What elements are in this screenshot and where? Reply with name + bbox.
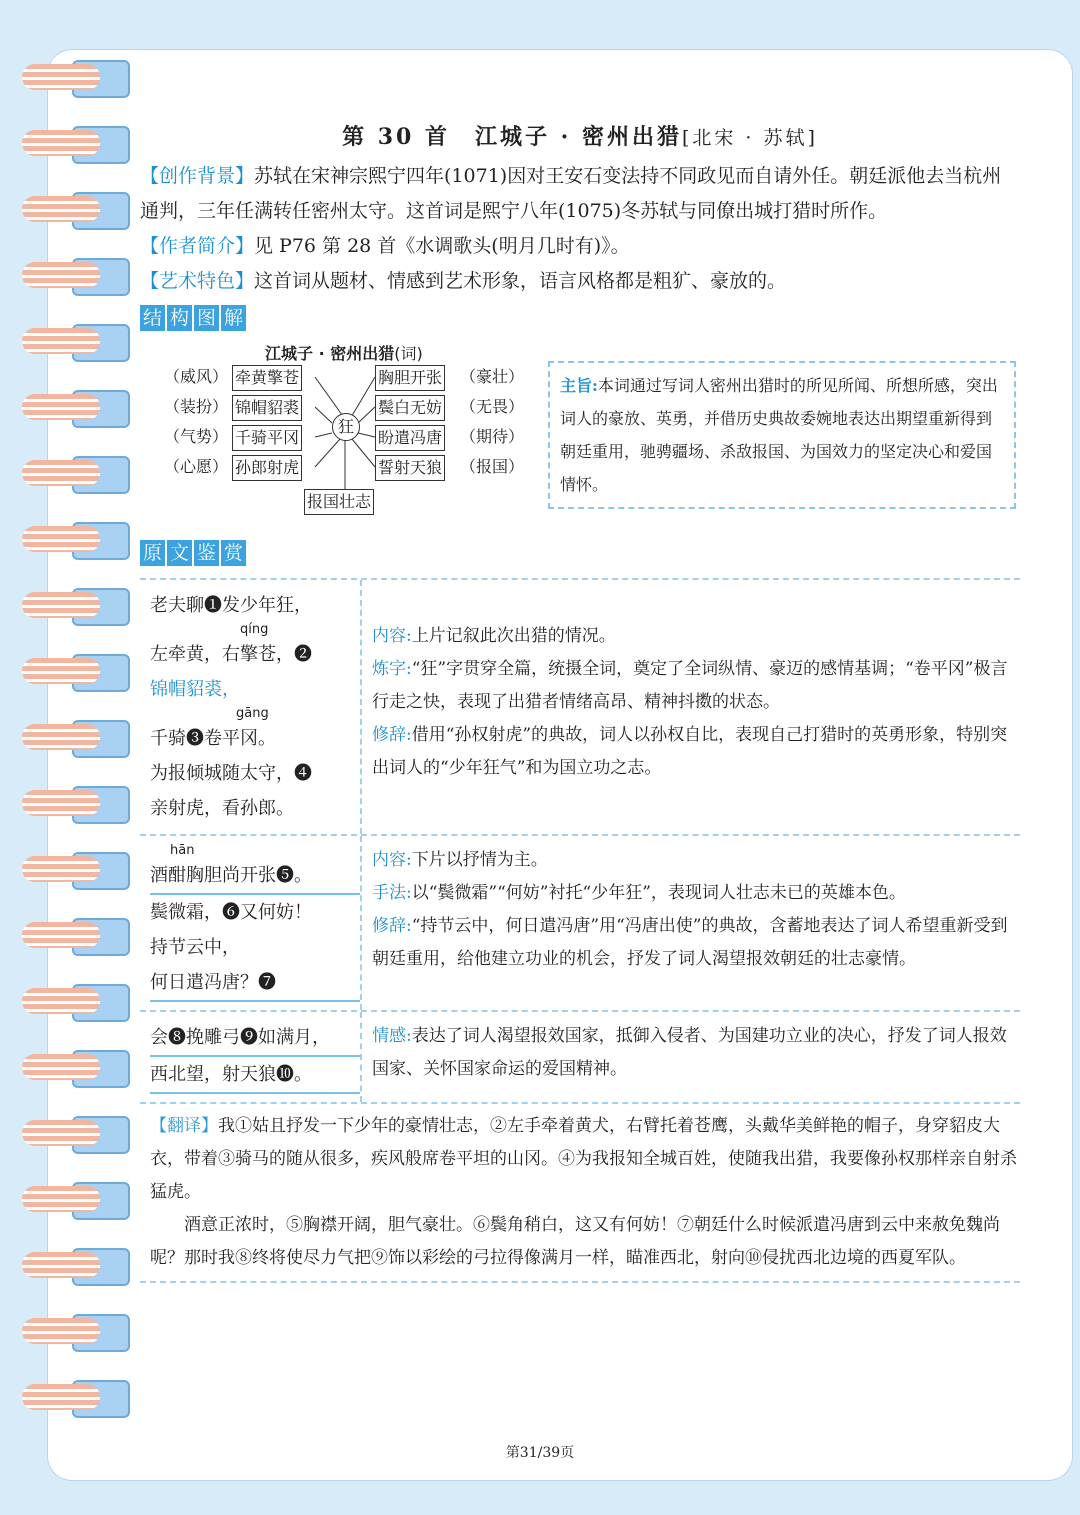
right-label: （报国）	[460, 457, 525, 476]
line-r3	[358, 433, 375, 437]
ring-coil	[22, 1186, 100, 1212]
left-box: 锦帽貂裘	[232, 395, 302, 421]
right-label: （期待）	[460, 427, 525, 446]
line-l3	[315, 433, 332, 437]
author-intro-paragraph: 【作者简介】见 P76 第 28 首《水调歌头(明月几时有)》。	[140, 235, 630, 257]
left-box: 千骑平冈	[232, 425, 302, 451]
theme-box: 主旨:本词通过写词人密州出猎时的所见所闻、所想所感，突出词人的豪放、英勇，并借历史典故委婉地表达出期望重新得到朝廷重用，驰骋疆场、杀敌报国、为国效力的坚定决心和爱国情怀。	[548, 361, 1016, 509]
binding-ring	[22, 1248, 112, 1286]
structure-diagram	[140, 341, 1020, 526]
poem-lines: hān 酒酣胸胆尚开张❺。 鬓微霜，❻又何妨！ 持节云中， 何日遣冯唐？❼	[140, 836, 362, 1010]
line-l2	[315, 407, 332, 423]
binding-ring	[22, 324, 112, 362]
poem-title: 第 30 首 江城子 · 密州出猎[北宋 · 苏轼]	[342, 124, 818, 150]
ring-coil	[22, 1384, 100, 1410]
ring-coil	[22, 328, 100, 354]
ring-coil	[22, 460, 100, 486]
section-structure-heading: 结 构 图 解	[140, 305, 248, 331]
binding-ring	[22, 918, 112, 956]
ring-coil	[22, 592, 100, 618]
ring-coil	[22, 196, 100, 222]
binding-ring	[22, 1314, 112, 1352]
spiral-binding	[0, 60, 120, 1480]
ring-coil	[22, 130, 100, 156]
ring-coil	[22, 724, 100, 750]
ring-coil	[22, 394, 100, 420]
binding-ring	[22, 786, 112, 824]
binding-ring	[22, 984, 112, 1022]
left-label: （威风）	[164, 367, 229, 386]
ring-coil	[22, 1252, 100, 1278]
center-node: 狂	[332, 413, 360, 441]
poem-lines: 会❽挽雕弓❾如满月， 西北望，射天狼❿。	[140, 1012, 362, 1102]
stanza-block-1	[140, 580, 1020, 834]
poem-lines: 老夫聊❶发少年狂， qíng 左牵黄，右擎苍，❷ 锦帽貂裘， gāng 千骑❸卷平冈。 为报倾城随太守，❹ 亲射虎，看孙郎。	[140, 580, 362, 834]
ring-coil	[22, 64, 100, 90]
stanza-block-2	[140, 836, 1020, 1010]
binding-ring	[22, 588, 112, 626]
notes: 内容:下片以抒情为主。 手法:以“鬓微霜”“何妨”衬托“少年狂”，表现词人壮志未已的英雄本色。 修辞:“持节云中，何日遣冯唐”用“冯唐出使”的典故，含蓄地表达了词人希望重新受到朝廷重用，给他建立功业的机会，抒发了词人渴望报效朝廷的壮志豪情。	[372, 850, 1008, 969]
ring-coil	[22, 262, 100, 288]
binding-ring	[22, 192, 112, 230]
ring-coil	[22, 922, 100, 948]
ring-coil	[22, 526, 100, 552]
binding-ring	[22, 720, 112, 758]
binding-ring	[22, 456, 112, 494]
left-box: 牵黄擎苍	[232, 365, 302, 391]
notes: 内容:上片记叙此次出猎的情况。 炼字:“狂”字贯穿全篇，统摄全词，奠定了全词纵情、豪迈的感情基调；“卷平冈”极言行走之快，表现了出猎者情绪高昂、精神抖擞的状态。 修辞:借用“孙权射虎”的典故，词人以孙权自比，表现自己打猎时的英勇形象，特别突出词人的“少年狂气”和为国立功之志。	[372, 626, 1008, 778]
binding-ring	[22, 258, 112, 296]
page-number: 第31/39页	[505, 1445, 575, 1461]
line-r4	[352, 439, 375, 467]
binding-ring	[22, 60, 112, 98]
left-box: 孙郎射虎	[232, 455, 302, 481]
right-box: 胸胆开张	[375, 365, 445, 391]
ring-coil	[22, 790, 100, 816]
binding-ring	[22, 1116, 112, 1154]
binding-ring	[22, 522, 112, 560]
background-paragraph: 【创作背景】苏轼在宋神宗熙宁四年(1071)因对王安石变法持不同政见而自请外任。朝廷派他去当杭州通判，三年任满转任密州太守。这首词是熙宁八年(1075)冬苏轼与同僚出城打猎时所作。	[140, 165, 1002, 222]
right-label: （豪壮）	[460, 367, 525, 386]
right-box: 誓射天狼	[375, 455, 445, 481]
ring-coil	[22, 658, 100, 684]
art-feature-paragraph: 【艺术特色】这首词从题材、情感到艺术形象，语言风格都是粗犷、豪放的。	[140, 270, 787, 292]
binding-ring	[22, 654, 112, 692]
diagram-title: 江城子 · 密州出猎(词)	[265, 344, 423, 363]
right-label: （无畏）	[460, 397, 525, 416]
ring-coil	[22, 1120, 100, 1146]
line-r2	[358, 407, 375, 423]
stanza-block-3	[140, 1012, 1020, 1102]
binding-ring	[22, 126, 112, 164]
bottom-box: 报国壮志	[304, 489, 374, 515]
divider	[140, 1281, 1020, 1283]
left-label: （装扮）	[164, 397, 229, 416]
right-box: 盼遣冯唐	[375, 425, 445, 451]
line-r1	[350, 377, 375, 419]
page-content	[140, 120, 1020, 1283]
ring-coil	[22, 856, 100, 882]
binding-ring	[22, 1380, 112, 1418]
translation: 【翻译】我①姑且抒发一下少年的豪情壮志，②左手牵着黄犬，右臂托着苍鹰，头戴华美鲜艳的帽子，身穿貂皮大衣，带着③骑马的随从很多，疾风般席卷平坦的山冈。④为我报知全城百姓，使随我出猎，我要像孙权那样亲自射杀猛虎。 酒意正浓时，⑤胸襟开阔，胆气豪壮。⑥鬓角稍白，这又有何妨！⑦朝廷什么时候派遣冯唐到云中来赦免魏尚呢？那时我⑧终将使尽力气把⑨饰以彩绘的弓拉得像满月一样，瞄准西北，射向⑩侵扰西北边境的西夏军队。	[150, 1116, 1017, 1268]
ring-coil	[22, 1054, 100, 1080]
right-box: 鬓白无妨	[375, 395, 445, 421]
binding-ring	[22, 1182, 112, 1220]
ring-coil	[22, 988, 100, 1014]
ring-coil	[22, 1318, 100, 1344]
line-l4	[315, 439, 340, 467]
section-appreciation-heading: 原 文 鉴 赏	[140, 540, 248, 566]
notes: 情感:表达了词人渴望报效国家，抵御入侵者、为国建功立业的决心，抒发了词人报效国家、关怀国家命运的爱国精神。	[372, 1026, 1007, 1079]
binding-ring	[22, 1050, 112, 1088]
left-label: （气势）	[164, 427, 229, 446]
line-l1	[315, 377, 345, 419]
binding-ring	[22, 852, 112, 890]
left-label: （心愿）	[164, 457, 229, 476]
binding-ring	[22, 390, 112, 428]
